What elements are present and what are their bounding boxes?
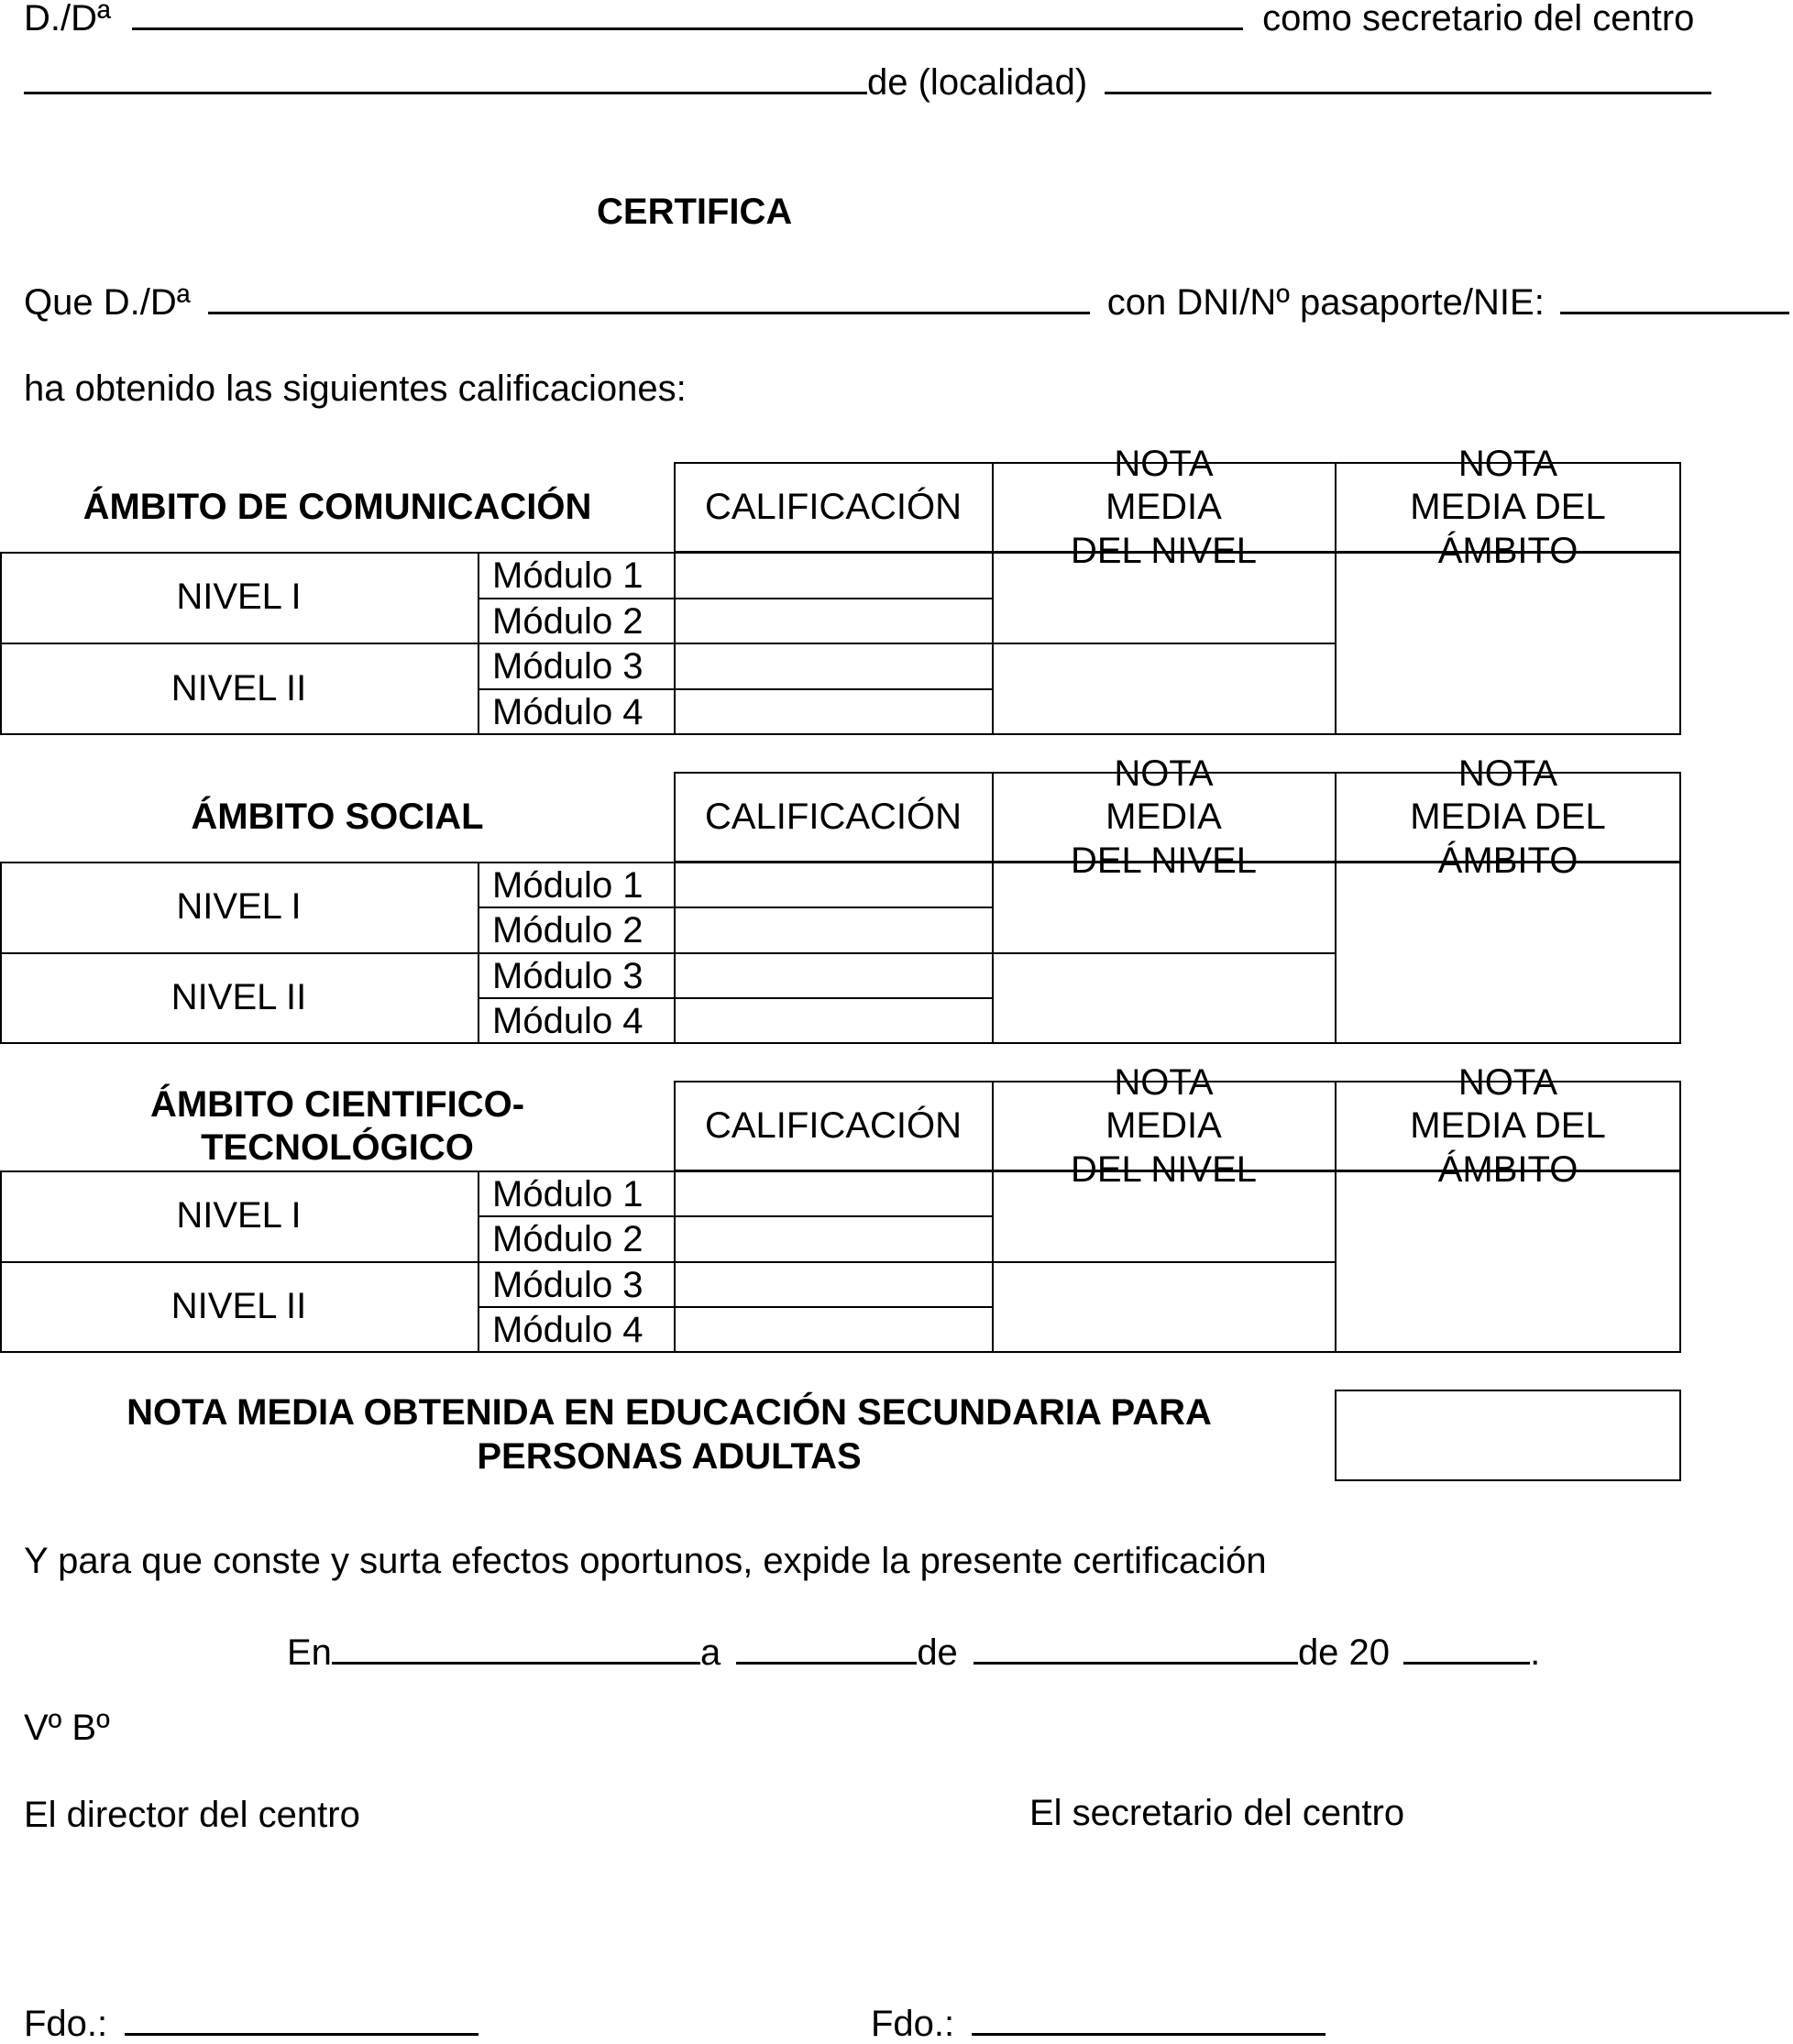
- module-label: Módulo 2: [492, 1219, 644, 1259]
- secretario-signature-line: [871, 2004, 1326, 2042]
- place-blank[interactable]: [332, 1632, 700, 1665]
- date-year-label: de 20: [1297, 1632, 1391, 1673]
- date-en-label: En: [287, 1632, 332, 1673]
- final-average-label: NOTA MEDIA OBTENIDA EN EDUCACIÓN SECUNDARIA PARA PERSONAS ADULTAS: [126, 1392, 1212, 1477]
- month-blank[interactable]: [974, 1632, 1298, 1665]
- nota-ambito-header: NOTA MEDIA DEL ÁMBITO: [1410, 753, 1606, 881]
- ambito-title: ÁMBITO DE COMUNICACIÓN: [82, 487, 592, 528]
- localidad-label: de (localidad): [867, 62, 1088, 103]
- header-dda-label: D./Dª: [24, 0, 111, 38]
- nota-ambito-header: NOTA MEDIA DEL ÁMBITO: [1410, 444, 1606, 571]
- module-label: Módulo 3: [492, 955, 644, 996]
- module-label: Módulo 4: [492, 1310, 644, 1350]
- day-blank[interactable]: [736, 1632, 917, 1665]
- nivel-label: NIVEL II: [170, 667, 307, 709]
- director-label: El director del centro: [24, 1795, 360, 1835]
- secretario-label: El secretario del centro: [1029, 1793, 1405, 1833]
- director-signature-line: [24, 2004, 478, 2042]
- module-label: Módulo 4: [492, 1001, 644, 1041]
- header-line-1: [24, 0, 1694, 37]
- date-line: [287, 1632, 1540, 1671]
- calificacion-header: CALIFICACIÓN: [704, 487, 962, 528]
- nivel-label: NIVEL I: [176, 1195, 302, 1236]
- certifica-title: CERTIFICA: [597, 192, 793, 232]
- name-blank[interactable]: [132, 0, 1243, 30]
- module-label: Módulo 1: [492, 1173, 644, 1214]
- student-line: [24, 282, 1789, 321]
- id-blank[interactable]: [1560, 282, 1789, 314]
- closing-text: Y para que conste y surta efectos oportunos, expide la presente certificación: [24, 1541, 1267, 1581]
- student-prefix: Que D./Dª: [24, 282, 191, 323]
- module-label: Módulo 3: [492, 1264, 644, 1305]
- secretario-signature-blank[interactable]: [972, 2004, 1326, 2036]
- module-label: Módulo 2: [492, 601, 644, 642]
- student-name-blank[interactable]: [208, 282, 1090, 314]
- nota-nivel-header: NOTA MEDIA DEL NIVEL: [1070, 1062, 1258, 1190]
- calificacion-header: CALIFICACIÓN: [704, 1105, 962, 1147]
- nivel-label: NIVEL I: [176, 577, 302, 618]
- final-average-box[interactable]: [1335, 1390, 1681, 1481]
- header-secretary-label: como secretario del centro: [1262, 0, 1695, 38]
- fdo-label: Fdo.:: [24, 2004, 108, 2044]
- calificacion-header: CALIFICACIÓN: [704, 797, 962, 838]
- director-signature-blank[interactable]: [125, 2004, 478, 2036]
- nivel-label: NIVEL II: [170, 977, 307, 1018]
- nivel-label: NIVEL I: [176, 886, 302, 928]
- ambito-title: ÁMBITO CIENTIFICO-TECNOLÓGICO: [149, 1083, 525, 1168]
- header-line-2: [24, 62, 1711, 101]
- date-de-label: de: [917, 1632, 958, 1673]
- localidad-blank[interactable]: [1105, 62, 1711, 94]
- date-dot: .: [1530, 1632, 1541, 1673]
- module-label: Módulo 4: [492, 692, 644, 732]
- module-label: Módulo 1: [492, 555, 644, 596]
- fdo-label: Fdo.:: [871, 2004, 955, 2044]
- nota-ambito-header: NOTA MEDIA DEL ÁMBITO: [1410, 1062, 1606, 1190]
- year-blank[interactable]: [1403, 1632, 1530, 1665]
- nivel-label: NIVEL II: [170, 1286, 307, 1327]
- nota-nivel-header: NOTA MEDIA DEL NIVEL: [1070, 753, 1258, 881]
- module-label: Módulo 1: [492, 864, 644, 906]
- id-label: con DNI/Nº pasaporte/NIE:: [1106, 282, 1545, 323]
- vb-label: Vº Bº: [24, 1708, 110, 1748]
- centro-blank[interactable]: [24, 62, 867, 94]
- module-label: Módulo 2: [492, 910, 644, 951]
- date-a-label: a: [699, 1632, 721, 1673]
- intro-text: ha obtenido las siguientes calificaciones:: [24, 368, 687, 409]
- ambito-title: ÁMBITO SOCIAL: [191, 797, 484, 838]
- nota-nivel-header: NOTA MEDIA DEL NIVEL: [1070, 444, 1258, 571]
- module-label: Módulo 3: [492, 646, 644, 687]
